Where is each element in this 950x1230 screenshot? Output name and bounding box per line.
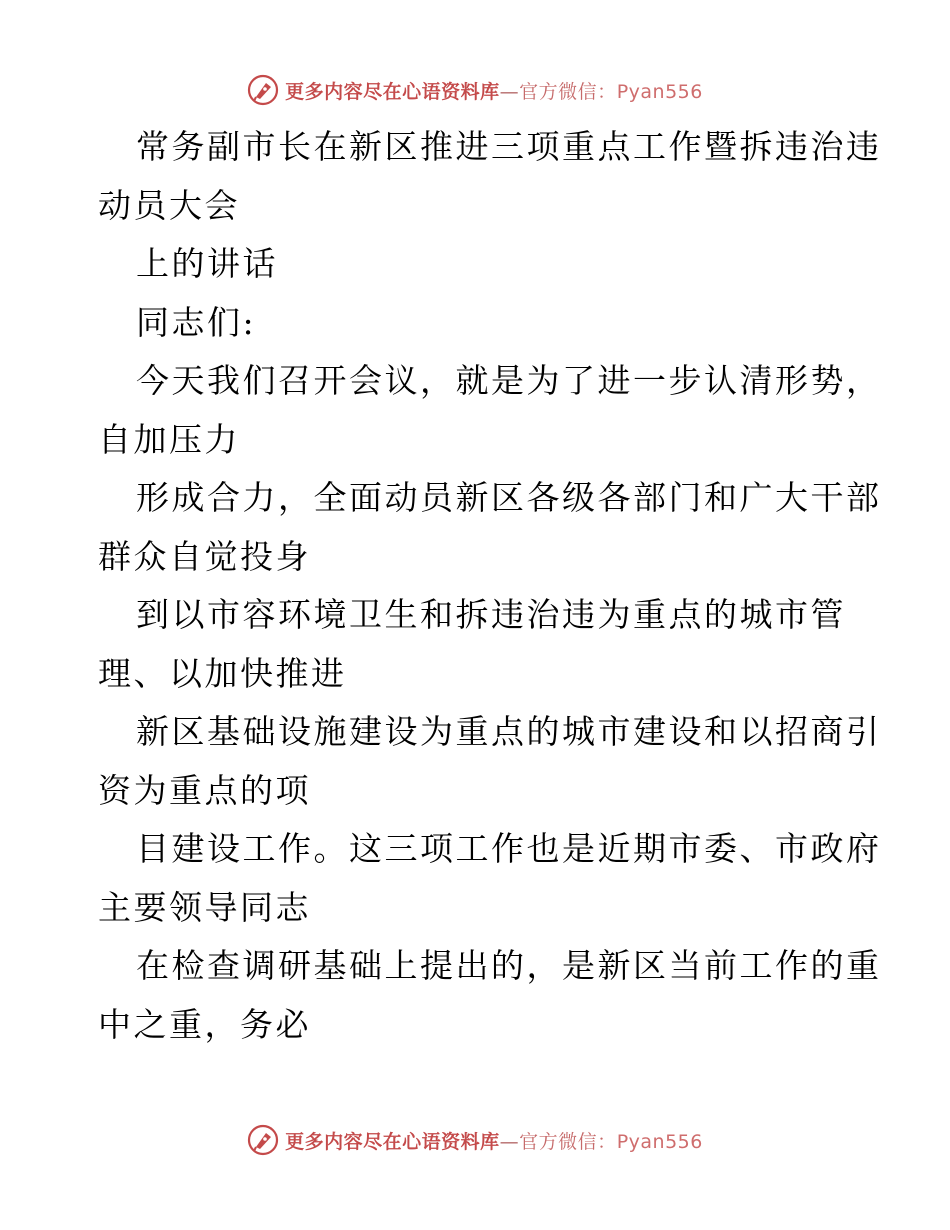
- watermark-text: [285, 1127, 703, 1154]
- watermark-id: Pyan556: [616, 80, 703, 103]
- watermark-separator: —: [499, 80, 520, 103]
- text-line: 动员大会: [98, 185, 240, 225]
- text-line: 新区基础设施建设为重点的城市建设和以招商引: [136, 712, 882, 751]
- watermark-separator: —: [499, 1130, 520, 1153]
- text-line: 到以市容环境卫生和拆违治违为重点的城市管: [136, 595, 846, 634]
- watermark-main: 更多内容尽在心语资料库: [285, 1130, 500, 1153]
- watermark-label: 官方微信：: [519, 1130, 617, 1153]
- watermark-label: 官方微信：: [519, 80, 617, 103]
- text-line: 在检查调研基础上提出的，是新区当前工作的重: [136, 946, 882, 985]
- text-line: 上的讲话: [136, 244, 278, 283]
- watermark-main: 更多内容尽在心语资料库: [285, 80, 500, 103]
- text-line: 主要领导同志: [98, 887, 311, 927]
- text-line: 目建设工作。这三项工作也是近期市委、市政府: [136, 829, 882, 868]
- text-line: 常务副市长在新区推进三项重点工作暨拆违治违: [136, 127, 882, 166]
- pen-nib-icon: [247, 1124, 279, 1156]
- text-line: 形成合力，全面动员新区各级各部门和广大干部: [136, 478, 882, 517]
- document-body: [98, 118, 882, 1054]
- text-line: 同志们:: [136, 302, 257, 342]
- watermark-text: [285, 77, 703, 104]
- text-line: 资为重点的项: [98, 770, 311, 810]
- pen-nib-icon: [247, 74, 279, 106]
- header-watermark: [0, 70, 950, 110]
- watermark-id: Pyan556: [616, 1130, 703, 1153]
- text-line: 自加压力: [98, 419, 240, 459]
- text-line: 今天我们召开会议，就是为了进一步认清形势，: [136, 361, 882, 400]
- footer-watermark: [0, 1120, 950, 1160]
- text-line: 理、以加快推进: [98, 653, 347, 693]
- text-line: 群众自觉投身: [98, 536, 311, 576]
- text-line: 中之重，务必: [98, 1004, 311, 1044]
